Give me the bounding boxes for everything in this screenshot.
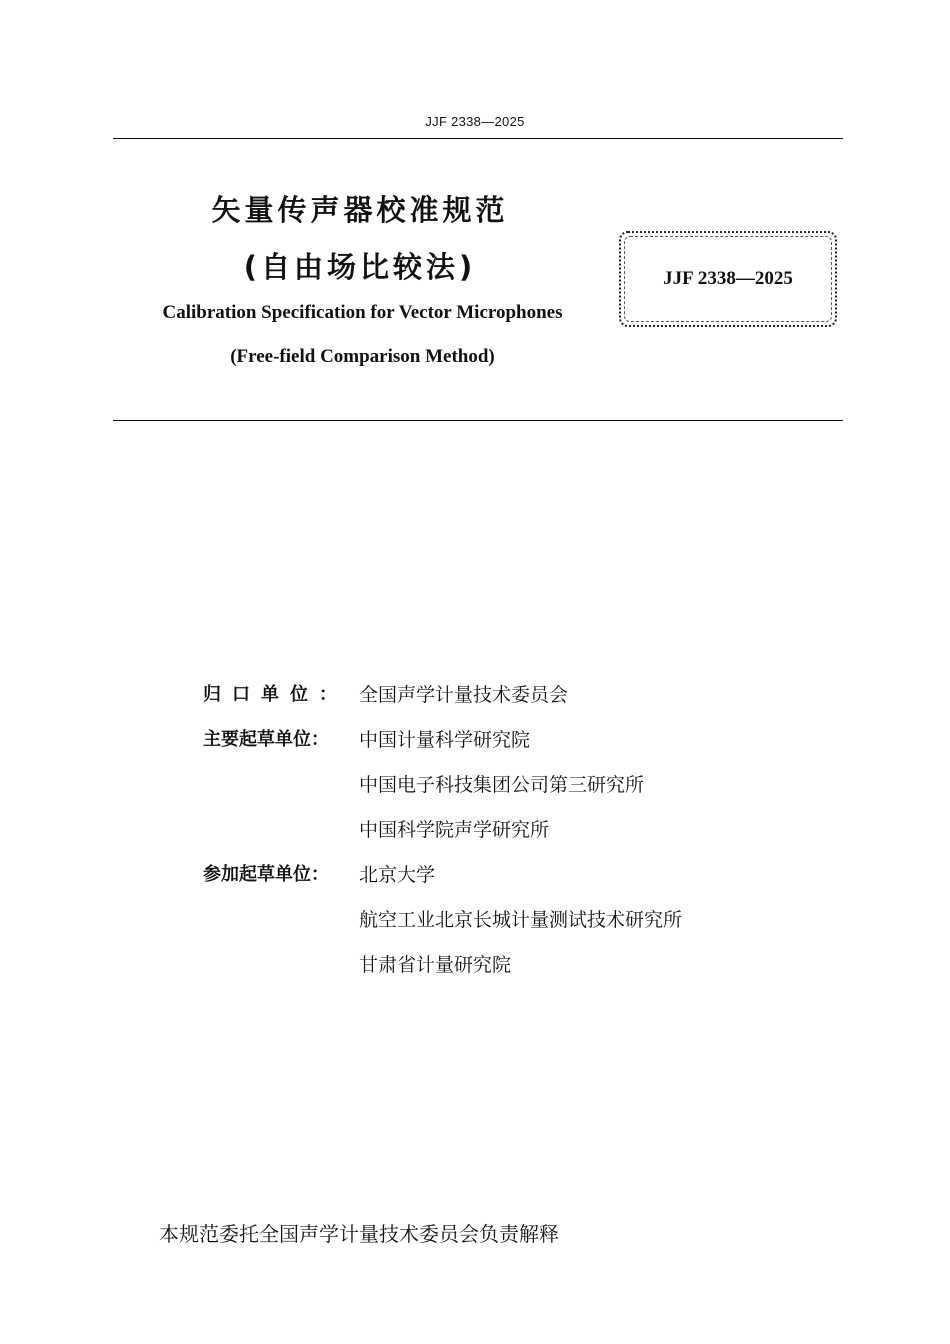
title-chinese-main: 矢量传声器校准规范 — [211, 193, 509, 227]
title-chinese-subtitle: (自由场比较法) — [243, 250, 477, 284]
top-divider — [113, 138, 843, 139]
responsible-unit-label: 归口单位： — [203, 684, 337, 705]
main-drafting-unit-value: 中国科学院声学研究所 — [359, 819, 550, 841]
participating-drafting-unit-value: 甘肃省计量研究院 — [359, 954, 512, 976]
participating-drafting-unit-value: 航空工业北京长城计量测试技术研究所 — [359, 909, 683, 931]
standard-code-text: JJF 2338—2025 — [663, 268, 793, 289]
main-drafting-unit-value: 中国电子科技集团公司第三研究所 — [359, 774, 645, 796]
middle-divider — [113, 420, 843, 421]
participating-drafting-unit-label: 参加起草单位： — [203, 864, 329, 885]
responsible-unit-value: 全国声学计量技术委员会 — [359, 684, 569, 706]
main-drafting-unit-label: 主要起草单位： — [203, 729, 329, 750]
main-drafting-unit-value: 中国计量科学研究院 — [359, 729, 531, 751]
header-standard-code: JJF 2338—2025 — [425, 114, 525, 129]
title-english-main: Calibration Specification for Vector Microphones — [162, 302, 563, 323]
standard-code-box — [619, 231, 837, 327]
title-english-subtitle: (Free-field Comparison Method) — [230, 346, 495, 367]
participating-drafting-unit-value: 北京大学 — [359, 864, 436, 886]
interpretation-note: 本规范委托全国声学计量技术委员会负责解释 — [159, 1222, 559, 1246]
